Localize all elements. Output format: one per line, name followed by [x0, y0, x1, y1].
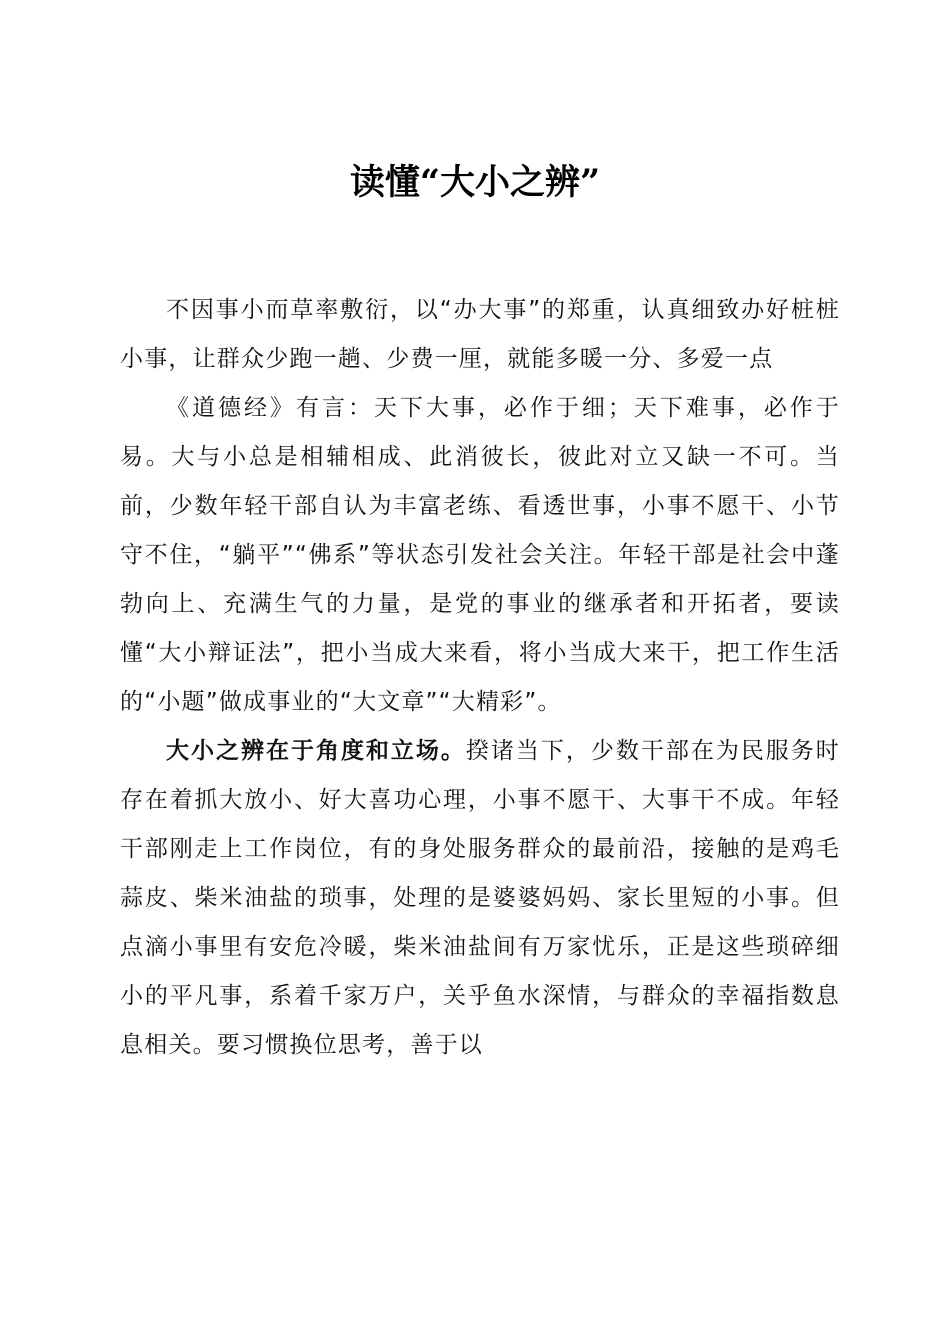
paragraph-1: [120, 286, 840, 384]
paragraph-2: [120, 384, 840, 727]
paragraph-text: 不因事小而草率敷衍，以“办大事”的郑重，认真细致办好桩桩小事，让群众少跑一趟、少费一厘，就能多暖一分、多爱一点: [120, 297, 840, 372]
paragraph-text: 揆诸当下，少数干部在为民服务时存在着抓大放小、好大喜功心理，小事不愿干、大事干不成。年轻干部刚走上工作岗位，有的身处服务群众的最前沿，接触的是鸡毛蒜皮、柴米油盐的琐事，处理的是婆婆妈妈、家长里短的小事。但点滴小事里有安危冷暖，柴米油盐间有万家忧乐，正是这些琐碎细小的平凡事，系着千家万户，关乎鱼水深情，与群众的幸福指数息息相关。要习惯换位思考，善于以: [120, 738, 840, 1058]
paragraph-text: 《道德经》有言：天下大事，必作于细；天下难事，必作于易。大与小总是相辅相成、此消彼长，彼此对立又缺一不可。当前，少数年轻干部自认为丰富老练、看透世事，小事不愿干、小节守不住，“躺平”“佛系”等状态引发社会关注。年轻干部是社会中蓬勃向上、充满生气的力量，是党的事业的继承者和开拓者，要读懂“大小辩证法”，把小当成大来看，将小当成大来干，把工作生活的“小题”做成事业的“大文章”“大精彩”。: [120, 395, 840, 715]
paragraph-3: [120, 727, 840, 1070]
document-title: 读懂“大小之辨”: [349, 162, 601, 203]
document-body: [120, 286, 840, 1070]
paragraph-lead: 大小之辨在于角度和立场。: [166, 738, 466, 764]
